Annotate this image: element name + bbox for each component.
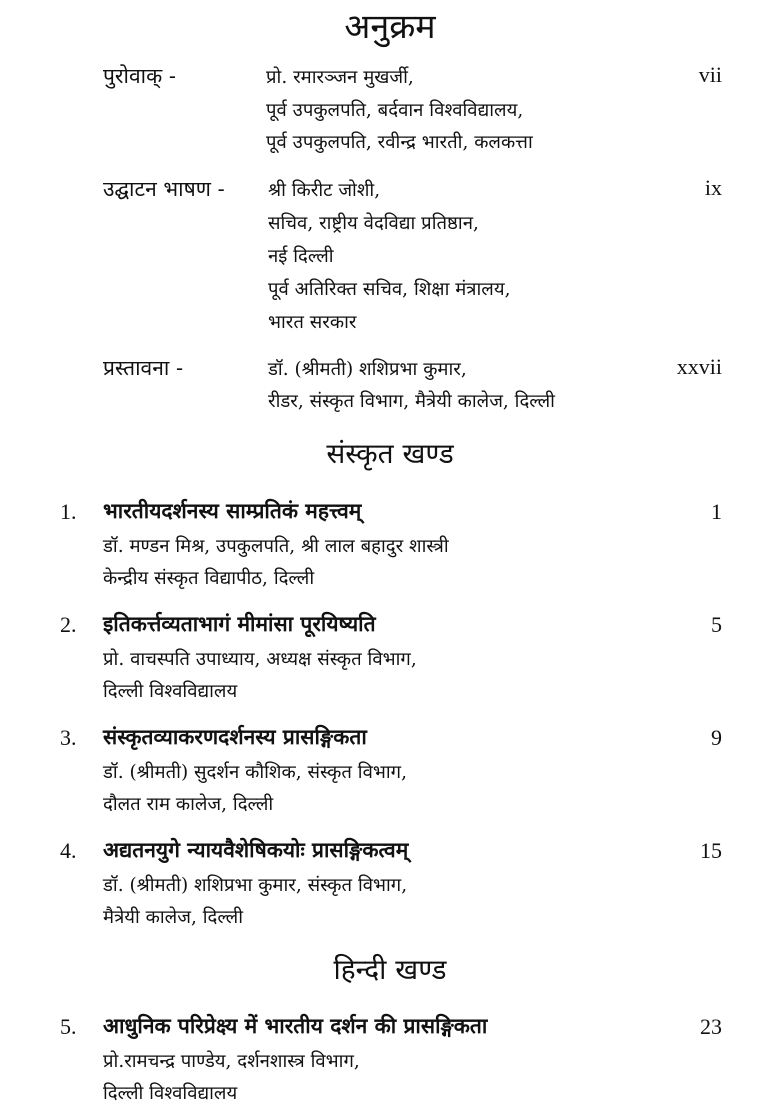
entry-title: इतिकर्त्तव्यताभागं मीमांसा पूरयिष्यति: [103, 611, 376, 636]
entry-number: 3.: [60, 725, 77, 750]
entry-label: उद्घाटन भाषण -: [103, 177, 225, 201]
entry-line: दिल्ली विश्वविद्यालय: [103, 1083, 238, 1104]
entry-line: नई दिल्ली: [268, 246, 334, 267]
section-heading: हिन्दी खण्ड: [333, 953, 447, 986]
page-number: xxvii: [676, 354, 722, 379]
entry-title: भारतीयदर्शनस्य साम्प्रतिकं महत्त्वम्: [103, 498, 362, 523]
entry-line: दौलत राम कालेज, दिल्ली: [103, 794, 274, 815]
entry-line: मैत्रेयी कालेज, दिल्ली: [103, 907, 244, 928]
entry-number: 5.: [60, 1014, 77, 1039]
entry-label: प्रस्तावना -: [103, 356, 184, 380]
entry-line: प्रो. वाचस्पति उपाध्याय, अध्यक्ष संस्कृत विभाग,: [103, 649, 417, 670]
entry-line: भारत सरकार: [268, 312, 357, 333]
entry-line: डॉ. (श्रीमती) शशिप्रभा कुमार, संस्कृत विभाग,: [103, 875, 408, 896]
entry-line: डॉ. (श्रीमती) शशिप्रभा कुमार,: [268, 359, 467, 380]
entry-line: डॉ. (श्रीमती) सुदर्शन कौशिक, संस्कृत विभाग,: [103, 762, 407, 783]
page-number: vii: [698, 62, 722, 87]
entry-line: श्री किरीट जोशी,: [268, 180, 381, 201]
entry-line: डॉ. मण्डन मिश्र, उपकुलपति, श्री लाल बहादुर शास्त्री: [103, 536, 449, 557]
page-number: ix: [704, 175, 722, 200]
entry-label: पुरोवाक् -: [103, 64, 176, 88]
page-number: 23: [700, 1014, 722, 1039]
entry-line: रीडर, संस्कृत विभाग, मैत्रेयी कालेज, दिल्ली: [268, 391, 555, 412]
entry-line: प्रो. रमारञ्जन मुखर्जी,: [266, 67, 414, 88]
entry-number: 4.: [60, 838, 77, 863]
page-number: 5: [711, 612, 722, 637]
entry-line: केन्द्रीय संस्कृत विद्यापीठ, दिल्ली: [103, 568, 315, 589]
page-number: 15: [700, 838, 722, 863]
entry-title: संस्कृतव्याकरणदर्शनस्य प्रासङ्गिकता: [103, 724, 367, 749]
entry-line: पूर्व उपकुलपति, रवीन्द्र भारती, कलकत्ता: [266, 132, 533, 153]
entry-title: अद्यतनयुगे न्यायवैशेषिकयोः प्रासङ्गिकत्वम्: [103, 837, 409, 862]
entry-line: पूर्व अतिरिक्त सचिव, शिक्षा मंत्रालय,: [268, 279, 511, 300]
page-number: 1: [711, 499, 722, 524]
entry-number: 1.: [60, 499, 77, 524]
entry-line: सचिव, राष्ट्रीय वेदविद्या प्रतिष्ठान,: [268, 213, 479, 234]
entry-line: पूर्व उपकुलपति, बर्दवान विश्वविद्यालय,: [266, 100, 524, 121]
page-title: अनुक्रम: [344, 7, 436, 47]
entry-line: दिल्ली विश्वविद्यालय: [103, 681, 238, 702]
page-number: 9: [711, 725, 722, 750]
section-heading: संस्कृत खण्ड: [326, 437, 454, 470]
entry-line: प्रो.रामचन्द्र पाण्डेय, दर्शनशास्त्र विभाग,: [103, 1051, 360, 1072]
entry-number: 2.: [60, 612, 77, 637]
entry-title: आधुनिक परिप्रेक्ष्य में भारतीय दर्शन की प्रासङ्गिकता: [103, 1013, 488, 1038]
